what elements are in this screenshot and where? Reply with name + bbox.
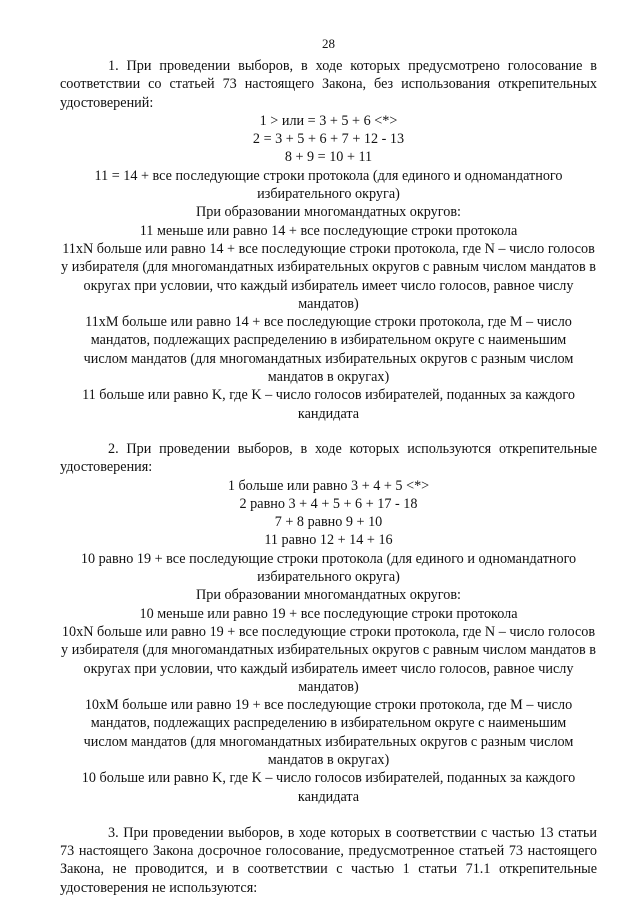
formula-line: 10 больше или равно K, где K – число голосов избирателей, поданных за каждого кандидата bbox=[81, 770, 576, 805]
subheading: При образовании многомандатных округов: bbox=[196, 587, 461, 604]
formula-line: 11xN больше или равно 14 + все последующие строки протокола, где N – число голосов у избирателя (для многомандатных избирательных округов с равным числом мандатов в округах при условии, что каждый избиратель имеет число голосов, равное числу мандатов) bbox=[61, 240, 596, 312]
formula-line: 11xM больше или равно 14 + все последующие строки протокола, где M – число мандатов, подлежащих распределению в избирательном округе с наименьшим числом мандатов (для многомандатных избирательных округов с разным числом мандатов в округах) bbox=[83, 314, 574, 386]
formula-line: 10 равно 19 + все последующие строки протокола (для единого и одномандатного избирательного округа) bbox=[80, 550, 577, 586]
section-1 bbox=[60, 57, 597, 423]
section-2 bbox=[60, 440, 597, 806]
formula-line: 7 + 8 равно 9 + 10 bbox=[274, 514, 383, 531]
section-intro: 2. При проведении выборов, в ходе которых используются открепительные удостоверения: bbox=[60, 440, 597, 476]
formula-line: 8 + 9 = 10 + 11 bbox=[284, 149, 373, 166]
formula-line: 11 = 14 + все последующие строки протокола (для единого и одномандатного избирательного округа) bbox=[94, 167, 563, 203]
formula-line: 2 равно 3 + 4 + 5 + 6 + 17 - 18 bbox=[239, 495, 418, 512]
formula-line: 1 > или = 3 + 5 + 6 <*> bbox=[259, 112, 398, 129]
formula-line: 1 больше или равно 3 + 4 + 5 <*> bbox=[227, 477, 430, 494]
formula-line: 11 больше или равно K, где K – число голосов избирателей, поданных за каждого кандидата bbox=[82, 387, 575, 422]
page-number: 28 bbox=[322, 36, 335, 51]
formula-line: 10xM больше или равно 19 + все последующие строки протокола, где M – число мандатов, подлежащих распределению в избирательном округе с наименьшим числом мандатов (для многомандатных избирательных округов с разным числом мандатов в округах) bbox=[83, 697, 574, 768]
document-page bbox=[60, 0, 597, 897]
formula-line: 2 = 3 + 5 + 6 + 7 + 12 - 13 bbox=[252, 131, 405, 148]
section-intro: 1. При проведении выборов, в ходе которых предусмотрено голосование в соответствии со статьей 73 настоящего Закона, без использования открепительных удостоверений: bbox=[60, 58, 597, 111]
formula-line: 10xN больше или равно 19 + все последующие строки протокола, где N – число голосов у избирателя (для многомандатных избирательных округов с равным числом мандатов в округах при условии, что каждый избиратель имеет число голосов, равное числу мандатов) bbox=[61, 623, 596, 695]
formula-line: 11 меньше или равно 14 + все последующие строки протокола bbox=[139, 222, 518, 239]
subheading: При образовании многомандатных округов: bbox=[196, 204, 461, 221]
formula-line: 10 меньше или равно 19 + все последующие строки протокола bbox=[139, 605, 518, 622]
section-3 bbox=[60, 824, 597, 897]
formula-line: 11 равно 12 + 14 + 16 bbox=[264, 532, 393, 549]
section-intro: 3. При проведении выборов, в ходе которых в соответствии с частью 13 статьи 73 настоящего Закона досрочное голосование, предусмотренное статьей 73 настоящего Закона, не проводится, и в соответствии с частью 1 статьи 71.1 открепительные удостоверения не используются: bbox=[60, 824, 597, 896]
